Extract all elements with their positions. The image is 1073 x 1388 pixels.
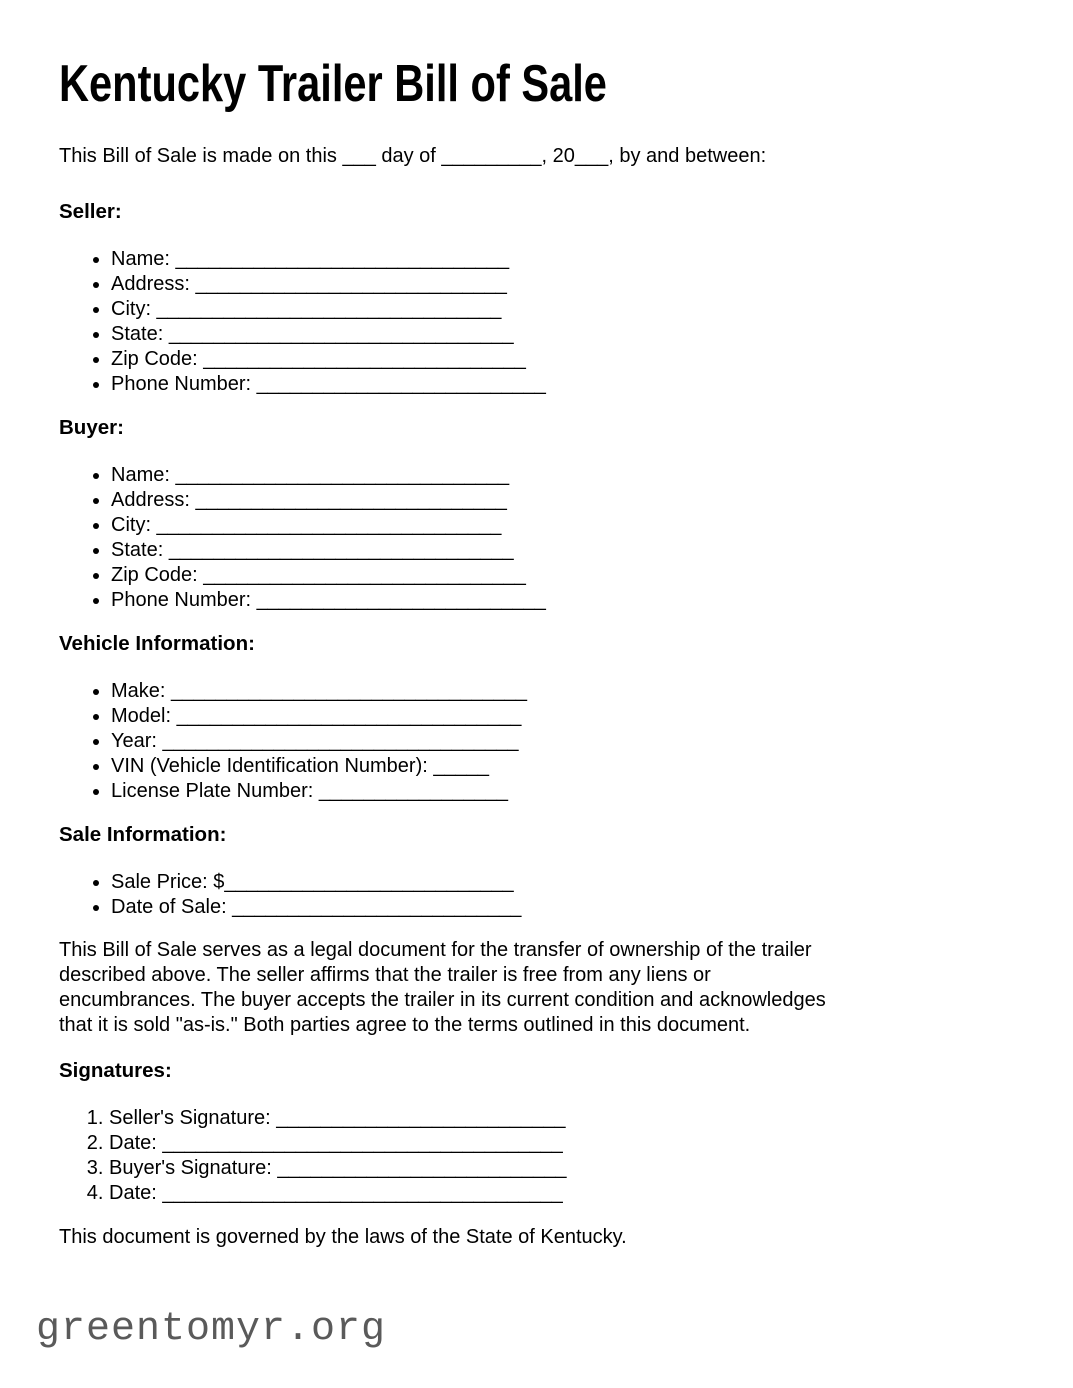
- vehicle-license-plate-field: • License Plate Number: _________________: [111, 779, 993, 804]
- buyer-section-heading: Buyer:: [59, 416, 124, 440]
- vehicle-vin-field: • VIN (Vehicle Identification Number): _____: [111, 754, 993, 779]
- buyer-name-field: • Name: ______________________________: [111, 463, 993, 488]
- buyer-state-field: • State: _______________________________: [111, 538, 993, 563]
- buyer-city-field: • City: _______________________________: [111, 513, 993, 538]
- vehicle-make-field: • Make: ________________________________: [111, 679, 993, 704]
- signatures-section-heading: Signatures:: [59, 1059, 172, 1083]
- vehicle-model-field: • Model: _______________________________: [111, 704, 993, 729]
- seller-section-heading: Seller:: [59, 200, 122, 224]
- buyer-address-field: • Address: ____________________________: [111, 488, 993, 513]
- sale-fields-list: [59, 870, 993, 920]
- seller-section: [59, 199, 993, 397]
- signatures-section: [59, 1058, 993, 1206]
- seller-zip-field: • Zip Code: _____________________________: [111, 347, 993, 372]
- buyer-zip-field: • Zip Code: _____________________________: [111, 563, 993, 588]
- buyer-phone-field: • Phone Number: __________________________: [111, 588, 993, 613]
- seller-city-field: • City: _______________________________: [111, 297, 993, 322]
- sale-section-heading: Sale Information:: [59, 823, 227, 847]
- vehicle-section-heading: Vehicle Information:: [59, 632, 255, 656]
- governing-law-statement: This document is governed by the laws of the State of Kentucky.: [59, 1226, 627, 1249]
- page-title: Kentucky Trailer Bill of Sale: [59, 55, 607, 113]
- seller-address-field: • Address: ____________________________: [111, 272, 993, 297]
- vehicle-information-section: [59, 631, 993, 804]
- legal-paragraph: [59, 938, 993, 1038]
- buyer-signature-date-line: 4. Date: ____________________________________: [109, 1181, 993, 1206]
- seller-fields-list: [59, 247, 993, 397]
- legal-paragraph-line-1: This Bill of Sale serves as a legal document for the transfer of ownership of the trailer: [59, 939, 812, 962]
- sale-price-field: • Sale Price: $__________________________: [111, 870, 993, 895]
- signature-lines-list: [59, 1106, 993, 1206]
- vehicle-year-field: • Year: ________________________________: [111, 729, 993, 754]
- legal-paragraph-line-2: described above. The seller affirms that the trailer is free from any liens or: [59, 964, 711, 987]
- sale-date-field: • Date of Sale: __________________________: [111, 895, 993, 920]
- vehicle-fields-list: [59, 679, 993, 804]
- seller-signature-date-line: 2. Date: ____________________________________: [109, 1131, 993, 1156]
- watermark-text: greentomyr.org: [36, 1307, 387, 1352]
- seller-signature-line: 1. Seller's Signature: __________________________: [109, 1106, 993, 1131]
- legal-paragraph-line-3: encumbrances. The buyer accepts the trailer in its current condition and acknowledges: [59, 989, 826, 1012]
- buyer-fields-list: [59, 463, 993, 613]
- buyer-signature-line: 3. Buyer's Signature: __________________________: [109, 1156, 993, 1181]
- seller-phone-field: • Phone Number: __________________________: [111, 372, 993, 397]
- seller-name-field: • Name: ______________________________: [111, 247, 993, 272]
- buyer-section: [59, 415, 993, 613]
- legal-paragraph-line-4: that it is sold "as-is." Both parties agree to the terms outlined in this document.: [59, 1014, 751, 1037]
- seller-state-field: • State: _______________________________: [111, 322, 993, 347]
- sale-information-section: [59, 822, 993, 920]
- intro-line: This Bill of Sale is made on this ___ day of _________, 20___, by and between:: [59, 145, 767, 168]
